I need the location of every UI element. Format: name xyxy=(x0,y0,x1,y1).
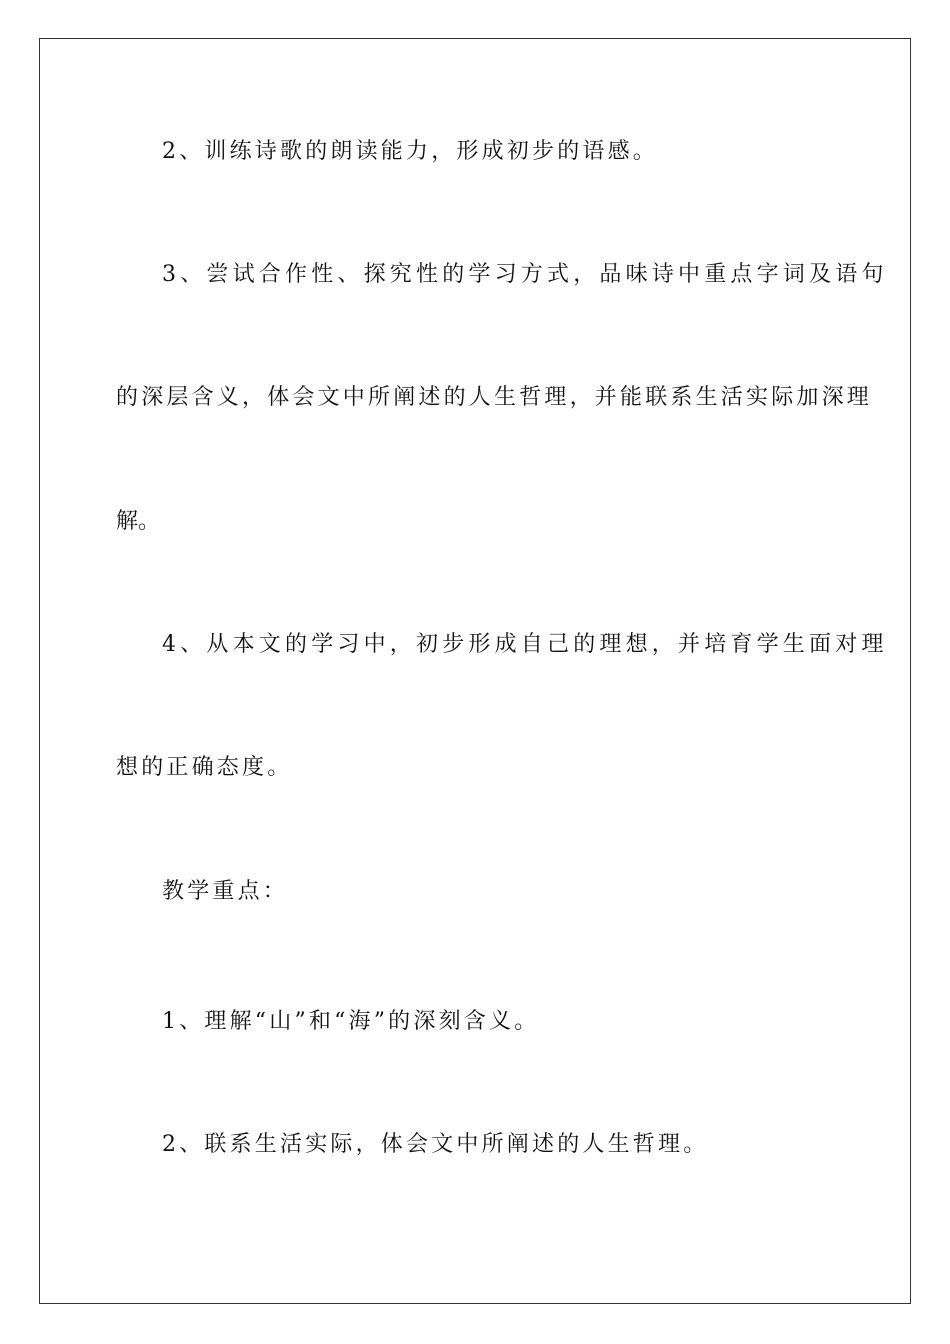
focus-item-1: 1、理解“山”和“海”的深刻含义。 xyxy=(162,1009,540,1034)
teaching-focus-heading: 教学重点： xyxy=(162,879,289,904)
focus-item-2: 2、联系生活实际，体会文中所阐述的人生哲理。 xyxy=(162,1132,709,1157)
objective-4-line-1: 4、从本文的学习中，初步形成自己的理想，并培育学生面对理 xyxy=(162,632,888,657)
objective-3-line-1: 3、尝试合作性、探究性的学习方式，品味诗中重点字词及语句 xyxy=(162,262,888,287)
objective-2-line: 2、训练诗歌的朗读能力，形成初步的语感。 xyxy=(162,139,658,164)
objective-4-line-2: 想的正确态度。 xyxy=(116,755,293,780)
page-frame xyxy=(39,38,911,1304)
objective-3-line-3: 解。 xyxy=(116,509,161,534)
objective-3-line-2: 的深层含义，体会文中所阐述的人生哲理，并能联系生活实际加深理 xyxy=(116,385,873,410)
